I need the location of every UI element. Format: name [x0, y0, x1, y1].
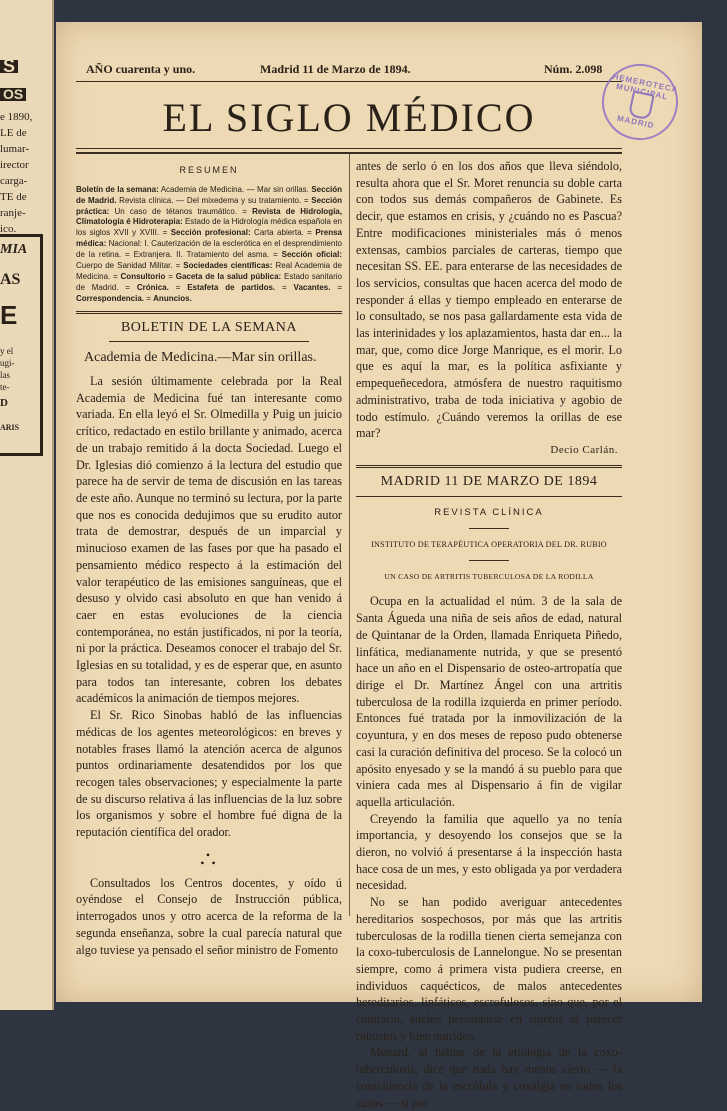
- case-heading: UN CASO DE ARTRITIS TUBERCULOSA DE LA RODILLA: [384, 571, 594, 581]
- column-divider: [349, 154, 350, 916]
- summary-item: Sección oficial: Cuerpo de Sanidad Militar. =: [76, 250, 342, 271]
- dinkus: • • •: [200, 847, 218, 870]
- paragraph: Creyendo la familia que aquello ya no tenía importancia, y desoyendo los consejos que se la dieron, no volvió á presentarse á la inspección hasta hace cosa de un mes, y esto obligada ya por verdadera necesidad.: [356, 811, 622, 893]
- madrid-heading: MADRID 11 DE MARZO DE 1894: [380, 473, 598, 489]
- case-body: [356, 593, 622, 1111]
- section-rule: [109, 341, 309, 342]
- prev-fragment: carga-: [0, 175, 28, 187]
- summary-item: Boletín de la semana: Academia de Medicina. — Mar sin orillas.: [76, 184, 309, 194]
- instituto-heading: INSTITUTO DE TERAPÉUTICA OPERATORIA DEL DR. RUBIO: [371, 540, 607, 550]
- title-rule: [76, 148, 622, 149]
- stamp-text: HEMEROTECA MUNICIPAL: [611, 71, 680, 102]
- paragraph: La sesión últimamente celebrada por la Real Academia de Medicina fué tan interesante como variada. En ella leyó el Sr. Olmedilla y Puig un juicio crítico, redactado en estilo brillante y animado, acerca de un trabajo remitido á la docta Sociedad. Luego el Dr. Iglesias dió comienzo á la lectura del estudio que parece ha de servir de tema de discusión en las tareas de este año. Aunque no terminó su lectura, por la parte que nos es conocida dedujimos que su erudito autor trata de demostrar, después de un imparcial y minucioso examen de las fases por que ha pasado el pensamiento médico respecto á la estimación del valor terapéutico de las emisiones sanguíneas, que el desuso y olvido casi absoluto en que han venido á caer en estas evoluciones de la ciencia contemporánea, no están justificados, ni por la teoría, ni por la práctica. Deseamos conocer el trabajo del Sr. Iglesias en su totalidad, y es de esperar que, en asunto para todos tan interesante, cobren los debates académicos la animación de tiempos mejores.: [76, 374, 343, 706]
- section-rule: [469, 560, 509, 561]
- prev-fragment: ugi-: [0, 358, 15, 368]
- summary-item: Sección práctica: Un caso de tétanos traumático. =: [76, 195, 342, 216]
- right-column: [356, 158, 622, 1111]
- prev-fragment: las: [0, 370, 10, 380]
- summary-item: Estafeta de partidos. =: [187, 282, 287, 292]
- summary-heading: RESUMEN: [179, 165, 239, 175]
- paragraph: Consultados los Centros docentes, y oído ú oyéndose el Consejo de Instrucción pública, interrogados unos y otro acerca de la reforma de la segunda enseñanza, sobre la cual parecía natural que algo tuviese ya pensado el señor ministro de Fomento: [76, 875, 342, 957]
- summary-item: Correspondencia. =: [76, 293, 151, 303]
- paragraph: No se han podido averiguar antecedentes hereditarios sospechosos, por más que las artritis tuberculosas de la rodilla tienen cierta semejanza con la coxo-tuberculosis de Lannelongue. No se presentan siempre, como á primera vista pudiera creerse, en individuos caquécticos, de malos antecedentes hereditarios, linfáticos, escrofulosos, sino que, por el contrario, suelen presentarse en sujetos al parecer robustos y bien nutridos.: [356, 895, 622, 1043]
- summary-item: Prensa médica: Nacional: I. Cauterización de la esclerótica en el desprendimiento de la retina. = Extranjera. II. Tratamiento del asma. =: [76, 228, 342, 260]
- summary-item: Vacantes. =: [293, 282, 342, 292]
- prev-fragment: D: [0, 397, 8, 409]
- summary-item: Gaceta de la salud pública: Estado sanitario de Madrid. =: [76, 271, 342, 292]
- left-column: [76, 162, 342, 958]
- prev-fragment: ARIS: [0, 423, 20, 432]
- paragraph: Ocupa en la actualidad el núm. 3 de la sala de Santa Águeda una niña de seis años de edad, natural de Quintanar de la Orden, llamada Enriqueta Piñedo, linfática, medianamente nutrida, y que se presentó hace un año en el Dispensario de osteo-artropatía que dirige el Dr. Martínez Ángel con una artritis tuberculosa de la rodilla izquierda en primer período. Entonces fué tratada por la inmovilización de la coyuntura, y en dos meses de reposo pudo obtenerse casi la curación definitiva del proceso. Se la colocó un apósito enyesado y se la mandó á su pueblo para que viniera cada mes al Dispensario á fin de vigilar aquella articulación.: [356, 594, 622, 809]
- prev-fragment: TE de: [0, 191, 27, 203]
- masthead-rule: [76, 81, 622, 82]
- paragraph: El Sr. Rico Sinobas habló de las influencias médicas de los agentes meteorológicos: en breves y notables frases llamó la atención acerca de algunos puntos ordinariamente desatendidos por los que recogen tales observaciones; y especialmente la parte de su discurso relativa á las influencias de la luz sobre los organismos y sobre el hombre fué digna de la reputación científica del orador.: [76, 708, 342, 840]
- summary-item: Revista de Hidrología, Climatología é Hidroterapia: Estado de la Hidrología médica española en los siglos XVII y XVIII. =: [76, 206, 343, 238]
- prev-fragment: OS: [0, 88, 26, 101]
- prev-fragment: AS: [0, 271, 21, 288]
- summary-item: Consultorio =: [120, 271, 173, 281]
- prev-fragment: y el: [0, 346, 14, 356]
- issue-number: Núm. 2.098: [544, 62, 603, 76]
- summary-item: Sociedades científicas: Real Academia de Medicina. =: [76, 261, 343, 281]
- prev-ad-box: [0, 234, 43, 456]
- summary-text: [76, 185, 342, 305]
- article-body-continued: [76, 875, 342, 959]
- prev-fragment: irector: [0, 159, 29, 171]
- place-date: Madrid 11 de Marzo de 1894.: [260, 62, 411, 76]
- prev-fragment: ranje-: [0, 207, 26, 219]
- prev-fragment: lumar-: [0, 143, 30, 155]
- prev-fragment: ico.: [0, 223, 17, 235]
- newspaper-page: [56, 22, 702, 1110]
- section-rule: [356, 496, 622, 497]
- prev-fragment: LE de: [0, 127, 27, 139]
- article-title: Academia de Medicina.—Mar sin orillas.: [84, 350, 317, 366]
- summary-item: Sección profesional: Carta abierta. =: [170, 228, 312, 238]
- prev-fragment: S: [0, 60, 18, 73]
- revista-heading: REVISTA CLÍNICA: [434, 507, 544, 519]
- boletin-heading: BOLETIN DE LA SEMANA: [120, 319, 298, 335]
- prev-fragment: MIA: [0, 242, 28, 257]
- summary-item: Crónica. =: [136, 282, 181, 292]
- paragraph: Menard, al hablar de la etiología de la coxo-tuberculosis, dice que nada hay menos cierto — la coincidencia de la escrófula y coxalgia en todos los casos — si por: [356, 1045, 622, 1110]
- prev-fragment: e 1890,: [0, 111, 33, 123]
- prev-fragment: te-: [0, 382, 10, 392]
- article-body: [76, 373, 342, 841]
- section-rule: [356, 465, 622, 468]
- signature: Decio Carlán.: [550, 443, 618, 456]
- section-rule: [469, 528, 509, 529]
- summary-item: Sección de Madrid. Revista clínica. — Del mixedema y su tratamiento. =: [76, 184, 343, 205]
- previous-page-edge: [0, 0, 54, 1010]
- stamp-text: MADRID: [616, 113, 656, 131]
- summary-item: Anuncios.: [153, 293, 192, 303]
- section-rule: [76, 311, 342, 314]
- paragraph: antes de serlo ó en los dos años que lleva siéndolo, resulta ahora que el Sr. Moret renuncia su doble carta con todos sus demás compañeros de Gabinete. Es decir, que estamos en crisis, y ¿cuándo no es Pascua? Entre modificaciones ministeriales más ó menos extensas, cambios parciales de carteras, tiempo que necesitan SS. EE. para enterarse de las necesidades de los servicios, consultas que hacen acerca del modo de responder á ellas y tiempo empleado en enterarse de lo consultado, se nos pasa gallardamente esta vida de las interinidades y los aplazamientos, hasta dar en... la mar, que, como dice Jorge Manrique, es el morir. Lo que es aquí la mar, es la política asfixiante y empequeñecedora, atmósfera de nuestro raquitismo administrativo, traba de toda iniciativa y agobio de todo estímulo. ¿Cuándo veremos la orillas de ese mar?: [356, 159, 622, 441]
- page-title: EL SIGLO MÉDICO: [162, 95, 536, 140]
- prev-fragment: E: [0, 300, 18, 330]
- year-label: AÑO cuarenta y uno.: [86, 62, 196, 76]
